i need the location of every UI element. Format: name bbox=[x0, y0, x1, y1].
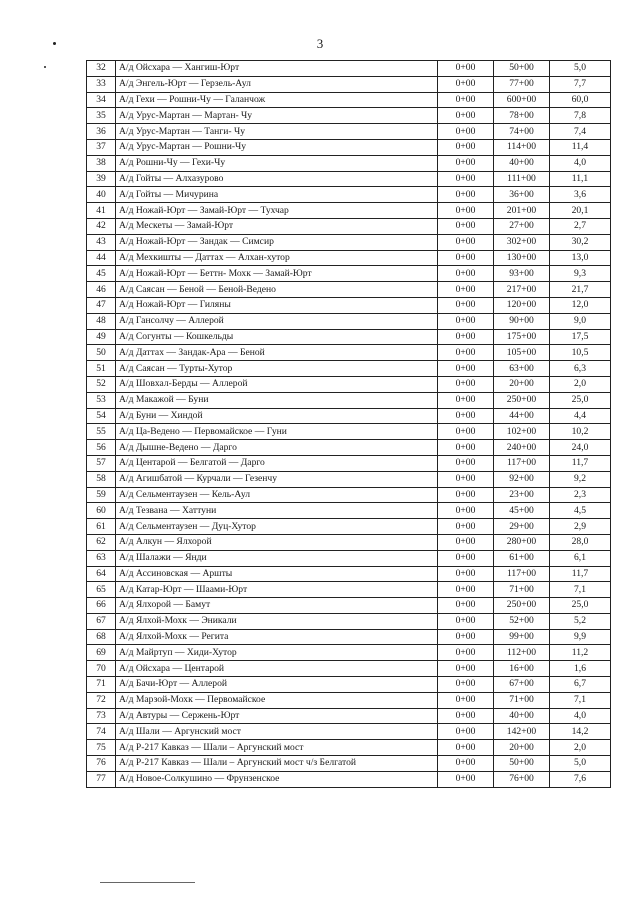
road-length: 4,0 bbox=[550, 155, 611, 171]
end-chainage: 20+00 bbox=[494, 376, 550, 392]
road-name: А/д Ялхой-Мохк — Регита bbox=[116, 629, 438, 645]
row-number: 76 bbox=[87, 756, 116, 772]
table-row bbox=[87, 455, 611, 471]
road-name: А/д Катар-Юрт — Шаами-Юрт bbox=[116, 582, 438, 598]
road-name: А/д Р-217 Кавказ — Шали – Аргунский мост bbox=[116, 740, 438, 756]
road-name: А/д Сельментаузен — Дуц-Хутор bbox=[116, 519, 438, 535]
page-number: 3 bbox=[316, 36, 324, 51]
road-name: А/д Дышне-Ведено — Дарго bbox=[116, 440, 438, 456]
end-chainage: 27+00 bbox=[494, 218, 550, 234]
road-length: 2,3 bbox=[550, 487, 611, 503]
row-number: 46 bbox=[87, 282, 116, 298]
end-chainage: 142+00 bbox=[494, 724, 550, 740]
row-number: 40 bbox=[87, 187, 116, 203]
table-row bbox=[87, 677, 611, 693]
road-name: А/д Мехкишты — Даттах — Алхан-хутор bbox=[116, 250, 438, 266]
scan-smudge bbox=[100, 882, 195, 883]
row-number: 53 bbox=[87, 392, 116, 408]
start-chainage: 0+00 bbox=[438, 661, 494, 677]
road-length: 20,1 bbox=[550, 203, 611, 219]
start-chainage: 0+00 bbox=[438, 645, 494, 661]
start-chainage: 0+00 bbox=[438, 376, 494, 392]
road-length: 7,4 bbox=[550, 124, 611, 140]
table-row bbox=[87, 550, 611, 566]
road-length: 6,3 bbox=[550, 361, 611, 377]
table-row bbox=[87, 629, 611, 645]
row-number: 57 bbox=[87, 455, 116, 471]
start-chainage: 0+00 bbox=[438, 503, 494, 519]
end-chainage: 201+00 bbox=[494, 203, 550, 219]
road-name: А/д Ассиновская — Аршты bbox=[116, 566, 438, 582]
road-length: 7,1 bbox=[550, 692, 611, 708]
row-number: 71 bbox=[87, 677, 116, 693]
end-chainage: 40+00 bbox=[494, 155, 550, 171]
road-name: А/д Рошни-Чу — Гехи-Чу bbox=[116, 155, 438, 171]
table-row bbox=[87, 503, 611, 519]
row-number: 41 bbox=[87, 203, 116, 219]
row-number: 38 bbox=[87, 155, 116, 171]
road-name: А/д Агишбатой — Курчали — Гезенчу bbox=[116, 471, 438, 487]
start-chainage: 0+00 bbox=[438, 487, 494, 503]
road-length: 2,0 bbox=[550, 376, 611, 392]
road-length: 7,7 bbox=[550, 76, 611, 92]
road-name: А/д Сельментаузен — Кель-Аул bbox=[116, 487, 438, 503]
row-number: 55 bbox=[87, 424, 116, 440]
road-table bbox=[86, 60, 611, 788]
row-number: 60 bbox=[87, 503, 116, 519]
start-chainage: 0+00 bbox=[438, 582, 494, 598]
road-length: 5,0 bbox=[550, 61, 611, 77]
road-name: А/д Ножай-Юрт — Беттн- Мохк — Замай-Юрт bbox=[116, 266, 438, 282]
road-name: А/д Согунты — Кошкельды bbox=[116, 329, 438, 345]
end-chainage: 16+00 bbox=[494, 661, 550, 677]
row-number: 62 bbox=[87, 534, 116, 550]
end-chainage: 40+00 bbox=[494, 708, 550, 724]
end-chainage: 105+00 bbox=[494, 345, 550, 361]
road-length: 4,0 bbox=[550, 708, 611, 724]
end-chainage: 20+00 bbox=[494, 740, 550, 756]
start-chainage: 0+00 bbox=[438, 187, 494, 203]
start-chainage: 0+00 bbox=[438, 566, 494, 582]
table-row bbox=[87, 471, 611, 487]
row-number: 49 bbox=[87, 329, 116, 345]
road-name: А/д Алкун — Ялхорой bbox=[116, 534, 438, 550]
start-chainage: 0+00 bbox=[438, 171, 494, 187]
end-chainage: 61+00 bbox=[494, 550, 550, 566]
start-chainage: 0+00 bbox=[438, 61, 494, 77]
table-row bbox=[87, 724, 611, 740]
start-chainage: 0+00 bbox=[438, 440, 494, 456]
road-length: 6,7 bbox=[550, 677, 611, 693]
end-chainage: 250+00 bbox=[494, 598, 550, 614]
row-number: 36 bbox=[87, 124, 116, 140]
road-name: А/д Гансолчу — Аллерой bbox=[116, 313, 438, 329]
road-length: 10,2 bbox=[550, 424, 611, 440]
table-row bbox=[87, 282, 611, 298]
row-number: 47 bbox=[87, 297, 116, 313]
table-row bbox=[87, 361, 611, 377]
row-number: 39 bbox=[87, 171, 116, 187]
end-chainage: 50+00 bbox=[494, 756, 550, 772]
scan-speck bbox=[44, 66, 46, 68]
road-name: А/д Ойсхара — Хангиш-Юрт bbox=[116, 61, 438, 77]
table-row bbox=[87, 155, 611, 171]
road-length: 11,1 bbox=[550, 171, 611, 187]
start-chainage: 0+00 bbox=[438, 203, 494, 219]
end-chainage: 240+00 bbox=[494, 440, 550, 456]
road-name: А/д Макажой — Буни bbox=[116, 392, 438, 408]
table-row bbox=[87, 61, 611, 77]
road-name: А/д Саясан — Беной — Беной-Ведено bbox=[116, 282, 438, 298]
table-row bbox=[87, 76, 611, 92]
end-chainage: 102+00 bbox=[494, 424, 550, 440]
row-number: 35 bbox=[87, 108, 116, 124]
start-chainage: 0+00 bbox=[438, 471, 494, 487]
table-row bbox=[87, 124, 611, 140]
end-chainage: 71+00 bbox=[494, 582, 550, 598]
row-number: 50 bbox=[87, 345, 116, 361]
table-row bbox=[87, 534, 611, 550]
end-chainage: 117+00 bbox=[494, 566, 550, 582]
end-chainage: 76+00 bbox=[494, 771, 550, 787]
road-table-body bbox=[87, 61, 611, 788]
start-chainage: 0+00 bbox=[438, 313, 494, 329]
table-row bbox=[87, 661, 611, 677]
road-length: 9,0 bbox=[550, 313, 611, 329]
end-chainage: 90+00 bbox=[494, 313, 550, 329]
table-row bbox=[87, 756, 611, 772]
road-name: А/д Тезвана — Хаттуни bbox=[116, 503, 438, 519]
table-row bbox=[87, 692, 611, 708]
road-length: 4,4 bbox=[550, 408, 611, 424]
end-chainage: 175+00 bbox=[494, 329, 550, 345]
row-number: 32 bbox=[87, 61, 116, 77]
start-chainage: 0+00 bbox=[438, 519, 494, 535]
road-length: 17,5 bbox=[550, 329, 611, 345]
row-number: 58 bbox=[87, 471, 116, 487]
table-row bbox=[87, 598, 611, 614]
end-chainage: 120+00 bbox=[494, 297, 550, 313]
table-row bbox=[87, 139, 611, 155]
row-number: 33 bbox=[87, 76, 116, 92]
row-number: 67 bbox=[87, 613, 116, 629]
end-chainage: 114+00 bbox=[494, 139, 550, 155]
row-number: 52 bbox=[87, 376, 116, 392]
road-name: А/д Урус-Мартан — Рошни-Чу bbox=[116, 139, 438, 155]
road-length: 5,2 bbox=[550, 613, 611, 629]
end-chainage: 112+00 bbox=[494, 645, 550, 661]
road-length: 7,8 bbox=[550, 108, 611, 124]
table-row bbox=[87, 187, 611, 203]
start-chainage: 0+00 bbox=[438, 250, 494, 266]
road-length: 4,5 bbox=[550, 503, 611, 519]
road-name: А/д Новое-Солкушино — Фрунзенское bbox=[116, 771, 438, 787]
end-chainage: 45+00 bbox=[494, 503, 550, 519]
start-chainage: 0+00 bbox=[438, 424, 494, 440]
end-chainage: 302+00 bbox=[494, 234, 550, 250]
road-length: 30,2 bbox=[550, 234, 611, 250]
start-chainage: 0+00 bbox=[438, 329, 494, 345]
road-name: А/д Ножай-Юрт — Замай-Юрт — Тухчар bbox=[116, 203, 438, 219]
table-row bbox=[87, 234, 611, 250]
start-chainage: 0+00 bbox=[438, 92, 494, 108]
end-chainage: 111+00 bbox=[494, 171, 550, 187]
end-chainage: 77+00 bbox=[494, 76, 550, 92]
start-chainage: 0+00 bbox=[438, 677, 494, 693]
end-chainage: 71+00 bbox=[494, 692, 550, 708]
row-number: 77 bbox=[87, 771, 116, 787]
road-name: А/д Автуры — Сержень-Юрт bbox=[116, 708, 438, 724]
table-row bbox=[87, 313, 611, 329]
table-row bbox=[87, 519, 611, 535]
road-length: 21,7 bbox=[550, 282, 611, 298]
row-number: 61 bbox=[87, 519, 116, 535]
end-chainage: 74+00 bbox=[494, 124, 550, 140]
road-name: А/д Энгель-Юрт — Герзель-Аул bbox=[116, 76, 438, 92]
road-length: 6,1 bbox=[550, 550, 611, 566]
road-length: 2,9 bbox=[550, 519, 611, 535]
road-name: А/д Мескеты — Замай-Юрт bbox=[116, 218, 438, 234]
road-name: А/д Гойты — Алхазурово bbox=[116, 171, 438, 187]
road-length: 7,6 bbox=[550, 771, 611, 787]
row-number: 73 bbox=[87, 708, 116, 724]
end-chainage: 92+00 bbox=[494, 471, 550, 487]
start-chainage: 0+00 bbox=[438, 297, 494, 313]
end-chainage: 250+00 bbox=[494, 392, 550, 408]
end-chainage: 130+00 bbox=[494, 250, 550, 266]
table-row bbox=[87, 487, 611, 503]
road-length: 9,9 bbox=[550, 629, 611, 645]
row-number: 51 bbox=[87, 361, 116, 377]
row-number: 43 bbox=[87, 234, 116, 250]
road-name: А/д Бачи-Юрт — Аллерой bbox=[116, 677, 438, 693]
start-chainage: 0+00 bbox=[438, 550, 494, 566]
road-length: 11,7 bbox=[550, 566, 611, 582]
table-row bbox=[87, 708, 611, 724]
end-chainage: 67+00 bbox=[494, 677, 550, 693]
start-chainage: 0+00 bbox=[438, 598, 494, 614]
table-row bbox=[87, 250, 611, 266]
start-chainage: 0+00 bbox=[438, 155, 494, 171]
row-number: 54 bbox=[87, 408, 116, 424]
row-number: 48 bbox=[87, 313, 116, 329]
row-number: 45 bbox=[87, 266, 116, 282]
start-chainage: 0+00 bbox=[438, 408, 494, 424]
table-row bbox=[87, 266, 611, 282]
row-number: 65 bbox=[87, 582, 116, 598]
road-name: А/д Марзой-Мохк — Первомайское bbox=[116, 692, 438, 708]
start-chainage: 0+00 bbox=[438, 361, 494, 377]
row-number: 66 bbox=[87, 598, 116, 614]
start-chainage: 0+00 bbox=[438, 756, 494, 772]
road-length: 13,0 bbox=[550, 250, 611, 266]
start-chainage: 0+00 bbox=[438, 771, 494, 787]
row-number: 63 bbox=[87, 550, 116, 566]
table-row bbox=[87, 203, 611, 219]
row-number: 44 bbox=[87, 250, 116, 266]
table-row bbox=[87, 771, 611, 787]
table-row bbox=[87, 566, 611, 582]
start-chainage: 0+00 bbox=[438, 124, 494, 140]
end-chainage: 23+00 bbox=[494, 487, 550, 503]
road-length: 28,0 bbox=[550, 534, 611, 550]
road-name: А/д Центарой — Белгатой — Дарго bbox=[116, 455, 438, 471]
road-length: 9,2 bbox=[550, 471, 611, 487]
start-chainage: 0+00 bbox=[438, 629, 494, 645]
end-chainage: 78+00 bbox=[494, 108, 550, 124]
road-length: 11,4 bbox=[550, 139, 611, 155]
table-row bbox=[87, 345, 611, 361]
road-name: А/д Урус-Мартан — Танги- Чу bbox=[116, 124, 438, 140]
road-length: 2,7 bbox=[550, 218, 611, 234]
start-chainage: 0+00 bbox=[438, 740, 494, 756]
road-name: А/д Гехи — Рошни-Чу — Галанчож bbox=[116, 92, 438, 108]
row-number: 68 bbox=[87, 629, 116, 645]
table-row bbox=[87, 218, 611, 234]
start-chainage: 0+00 bbox=[438, 282, 494, 298]
road-length: 5,0 bbox=[550, 756, 611, 772]
road-name: А/д Ца-Ведено — Первомайское — Гуни bbox=[116, 424, 438, 440]
row-number: 75 bbox=[87, 740, 116, 756]
start-chainage: 0+00 bbox=[438, 392, 494, 408]
row-number: 72 bbox=[87, 692, 116, 708]
start-chainage: 0+00 bbox=[438, 455, 494, 471]
table-row bbox=[87, 329, 611, 345]
start-chainage: 0+00 bbox=[438, 108, 494, 124]
table-row bbox=[87, 613, 611, 629]
end-chainage: 217+00 bbox=[494, 282, 550, 298]
road-length: 7,1 bbox=[550, 582, 611, 598]
road-name: А/д Шали — Аргунский мост bbox=[116, 724, 438, 740]
road-name: А/д Шовхал-Берды — Аллерой bbox=[116, 376, 438, 392]
road-length: 14,2 bbox=[550, 724, 611, 740]
table-row bbox=[87, 392, 611, 408]
road-name: А/д Урус-Мартан — Мартан- Чу bbox=[116, 108, 438, 124]
road-length: 3,6 bbox=[550, 187, 611, 203]
start-chainage: 0+00 bbox=[438, 76, 494, 92]
start-chainage: 0+00 bbox=[438, 724, 494, 740]
table-row bbox=[87, 171, 611, 187]
road-length: 60,0 bbox=[550, 92, 611, 108]
start-chainage: 0+00 bbox=[438, 708, 494, 724]
row-number: 74 bbox=[87, 724, 116, 740]
row-number: 70 bbox=[87, 661, 116, 677]
end-chainage: 99+00 bbox=[494, 629, 550, 645]
table-row bbox=[87, 645, 611, 661]
end-chainage: 52+00 bbox=[494, 613, 550, 629]
road-length: 2,0 bbox=[550, 740, 611, 756]
road-name: А/д Майртуп — Хиди-Хутор bbox=[116, 645, 438, 661]
road-name: А/д Ялхорой — Бамут bbox=[116, 598, 438, 614]
start-chainage: 0+00 bbox=[438, 139, 494, 155]
table-row bbox=[87, 376, 611, 392]
road-length: 10,5 bbox=[550, 345, 611, 361]
road-length: 11,7 bbox=[550, 455, 611, 471]
table-row bbox=[87, 297, 611, 313]
start-chainage: 0+00 bbox=[438, 613, 494, 629]
road-name: А/д Саясан — Турты-Хутор bbox=[116, 361, 438, 377]
road-name: А/д Гойты — Мичурина bbox=[116, 187, 438, 203]
road-length: 24,0 bbox=[550, 440, 611, 456]
row-number: 42 bbox=[87, 218, 116, 234]
start-chainage: 0+00 bbox=[438, 218, 494, 234]
end-chainage: 50+00 bbox=[494, 61, 550, 77]
start-chainage: 0+00 bbox=[438, 345, 494, 361]
road-length: 12,0 bbox=[550, 297, 611, 313]
end-chainage: 63+00 bbox=[494, 361, 550, 377]
table-row bbox=[87, 740, 611, 756]
row-number: 37 bbox=[87, 139, 116, 155]
road-name: А/д Р-217 Кавказ — Шали – Аргунский мост ч/з Белгатой bbox=[116, 756, 438, 772]
start-chainage: 0+00 bbox=[438, 692, 494, 708]
end-chainage: 36+00 bbox=[494, 187, 550, 203]
row-number: 56 bbox=[87, 440, 116, 456]
road-name: А/д Ялхой-Мохк — Эникали bbox=[116, 613, 438, 629]
end-chainage: 117+00 bbox=[494, 455, 550, 471]
row-number: 59 bbox=[87, 487, 116, 503]
road-length: 11,2 bbox=[550, 645, 611, 661]
road-length: 9,3 bbox=[550, 266, 611, 282]
end-chainage: 44+00 bbox=[494, 408, 550, 424]
table-row bbox=[87, 440, 611, 456]
table-row bbox=[87, 108, 611, 124]
road-name: А/д Ойсхара — Центарой bbox=[116, 661, 438, 677]
road-name: А/д Ножай-Юрт — Гиляны bbox=[116, 297, 438, 313]
end-chainage: 280+00 bbox=[494, 534, 550, 550]
table-row bbox=[87, 92, 611, 108]
road-length: 1,6 bbox=[550, 661, 611, 677]
row-number: 34 bbox=[87, 92, 116, 108]
end-chainage: 93+00 bbox=[494, 266, 550, 282]
road-length: 25,0 bbox=[550, 598, 611, 614]
end-chainage: 29+00 bbox=[494, 519, 550, 535]
road-name: А/д Буни — Хиндой bbox=[116, 408, 438, 424]
table-row bbox=[87, 424, 611, 440]
road-name: А/д Даттах — Зандак-Ара — Беной bbox=[116, 345, 438, 361]
table-row bbox=[87, 408, 611, 424]
table-row bbox=[87, 582, 611, 598]
row-number: 69 bbox=[87, 645, 116, 661]
row-number: 64 bbox=[87, 566, 116, 582]
road-length: 25,0 bbox=[550, 392, 611, 408]
start-chainage: 0+00 bbox=[438, 534, 494, 550]
start-chainage: 0+00 bbox=[438, 266, 494, 282]
start-chainage: 0+00 bbox=[438, 234, 494, 250]
road-name: А/д Ножай-Юрт — Зандак — Симсир bbox=[116, 234, 438, 250]
end-chainage: 600+00 bbox=[494, 92, 550, 108]
road-name: А/д Шалажи — Янди bbox=[116, 550, 438, 566]
